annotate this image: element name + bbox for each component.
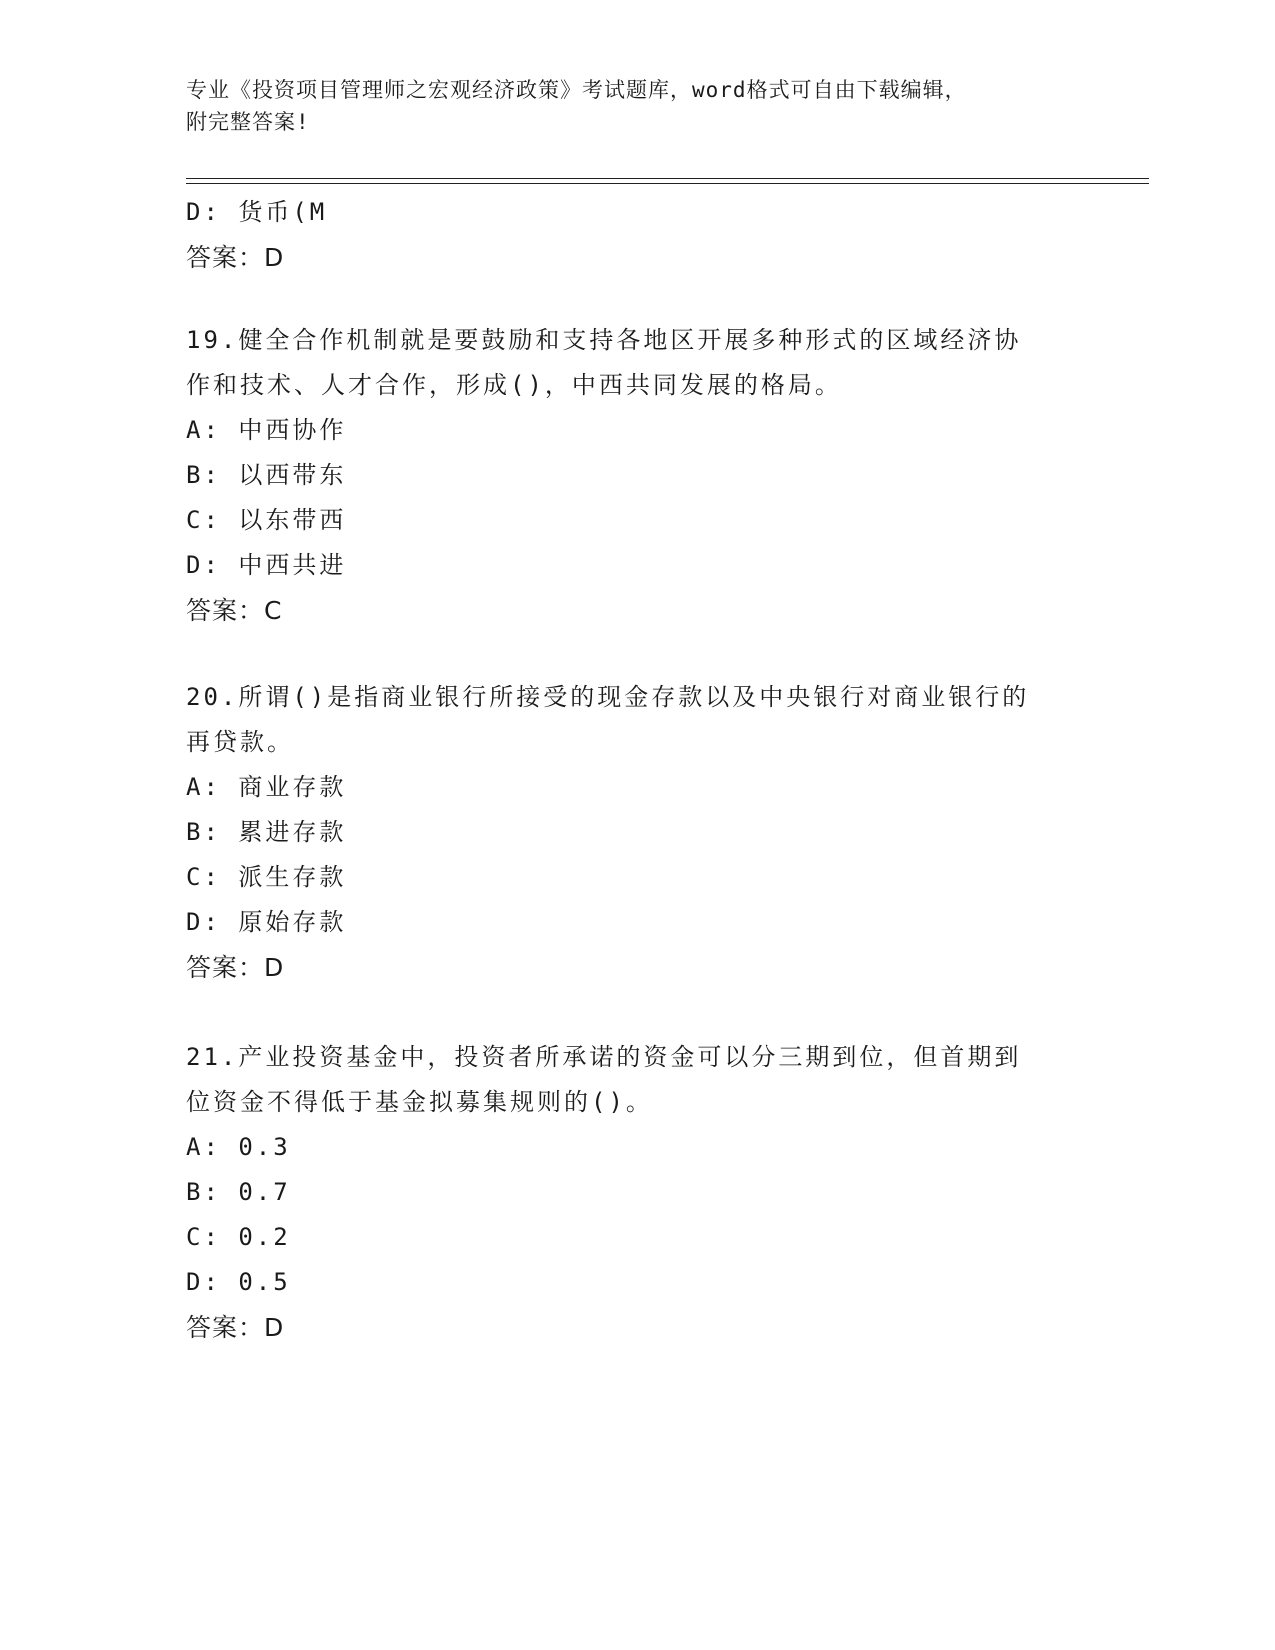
option-d: D: 中西共进 [186,551,347,579]
option-b: B: 累进存款 [186,818,347,846]
option-d: D: 货币(M [186,198,328,226]
answer-line: 答案：D [186,243,285,272]
question-stem-line-1: 19.健全合作机制就是要鼓励和支持各地区开展多种形式的区域经济协 [186,326,1022,354]
header-line-1: 专业《投资项目管理师之宏观经济政策》考试题库，word格式可自由下载编辑， [186,78,967,102]
header-divider-bottom [186,183,1149,184]
option-d: D: 0.5 [186,1268,291,1296]
option-d: D: 原始存款 [186,908,347,936]
header-line-2: 附完整答案! [186,110,310,134]
question-stem-line-2: 再贷款。 [186,728,294,756]
option-c: C: 0.2 [186,1223,291,1251]
answer-line: 答案：C [186,596,283,625]
option-a: A: 中西协作 [186,416,347,444]
question-19 [186,318,1086,633]
option-b: B: 0.7 [186,1178,291,1206]
answer-line: 答案：D [186,953,285,982]
option-c: C: 派生存款 [186,863,347,891]
previous-question-tail [186,190,1086,280]
question-21 [186,1035,1086,1350]
option-c: C: 以东带西 [186,506,347,534]
question-20 [186,675,1086,990]
question-stem-line-1: 20.所谓()是指商业银行所接受的现金存款以及中央银行对商业银行的 [186,683,1030,711]
document-header [186,74,1086,138]
header-divider-top [186,178,1149,179]
answer-line: 答案：D [186,1313,285,1342]
option-a: A: 0.3 [186,1133,291,1161]
question-stem-line-2: 位资金不得低于基金拟募集规则的()。 [186,1088,653,1116]
option-b: B: 以西带东 [186,461,347,489]
option-a: A: 商业存款 [186,773,347,801]
question-stem-line-2: 作和技术、人才合作，形成()，中西共同发展的格局。 [186,371,842,399]
question-stem-line-1: 21.产业投资基金中，投资者所承诺的资金可以分三期到位，但首期到 [186,1043,1022,1071]
